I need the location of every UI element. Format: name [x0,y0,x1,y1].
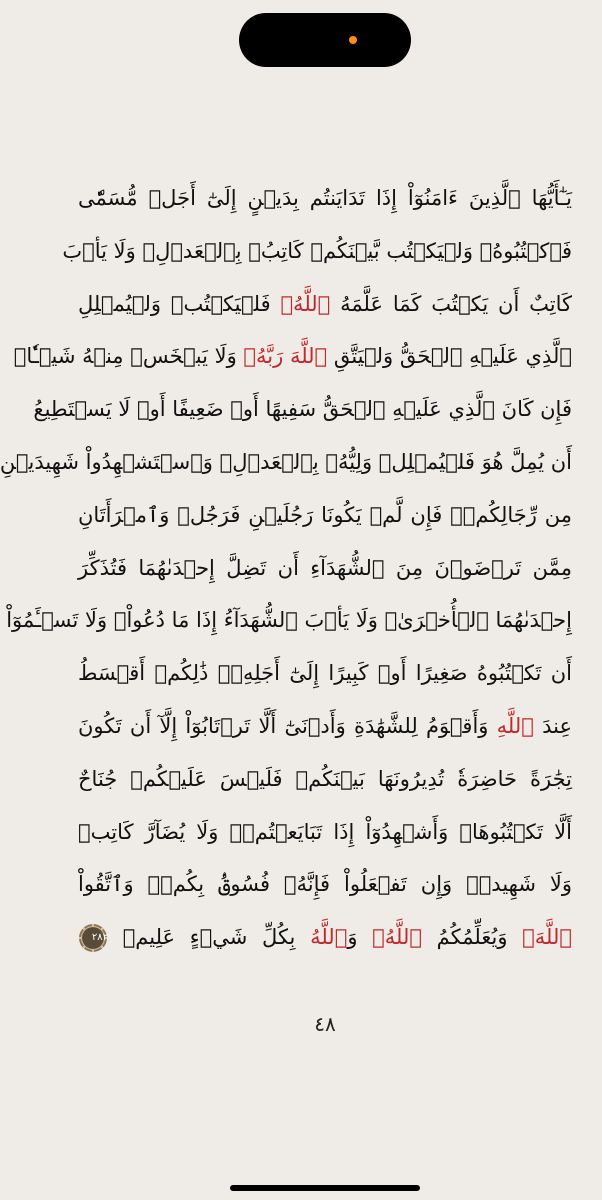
verse-line[interactable] [6,594,572,647]
verse-text: وَ [347,925,373,950]
dynamic-island [239,13,411,67]
ayah-end-marker-icon[interactable] [78,923,108,953]
verse-text: أَلَّا تَكۡتُبُوهَاۗ وَأَشۡهِدُوٓاْ إِذَا تَبَايَعۡتُمۡۚ وَلَا يُضَآرَّ كَاتِبٞ [78,819,572,844]
verse-text: مِمَّن تَرۡضَوۡنَ مِنَ ٱلشُّهَدَآءِ أَن تَضِلَّ إِحۡدَىٰهُمَا فَتُذَكِّرَ [78,555,572,580]
verse-text: مِن رِّجَالِكُمۡۖ فَإِن لَّمۡ يَكُونَا رَجُلَيۡنِ فَرَجُلٞ وَٱمۡرَأَتَانِ [78,502,572,527]
divine-name: ٱللَّهُ [310,925,348,950]
mushaf-page[interactable] [0,172,572,972]
verse-text: تِجَٰرَةً حَاضِرَةٗ تُدِيرُونَهَا بَيۡنَكُمۡ فَلَيۡسَ عَلَيۡكُمۡ جُنَاحٌ [78,766,572,791]
verse-text: أَن تَكۡتُبُوهُ صَغِيرًا أَوۡ كَبِيرًا إِلَىٰٓ أَجَلِهِۦۚ ذَٰلِكُمۡ أَقۡسَطُ [78,661,572,686]
verse-line[interactable] [78,542,572,595]
verse-line[interactable] [13,330,572,383]
verse-line[interactable] [78,278,572,331]
divine-name: ٱللَّهَۖ [522,925,572,950]
divine-name: ٱللَّهُۗ [372,925,422,950]
divine-name: ٱللَّهُۚ [280,291,331,316]
verse-text: إِحۡدَىٰهُمَا ٱلۡأُخۡرَىٰۚ وَلَا يَأۡبَ ٱلشُّهَدَآءُ إِذَا مَا دُعُواْۚ وَلَا تَسۡـَٔمُوٓاْ [6,608,572,633]
verse-text: كَاتِبٌ أَن يَكۡتُبَ كَمَا عَلَّمَهُ [330,291,572,316]
verse-text: أَن يُمِلَّ هُوَ فَلۡيُمۡلِلۡ وَلِيُّهُۥ بِٱلۡعَدۡلِۚ وَٱسۡتَشۡهِدُواْ شَهِيدَيۡنِ [0,449,572,474]
verse-line[interactable] [78,806,572,859]
verse-line[interactable] [33,383,572,436]
verse-line[interactable] [62,225,572,278]
verse-text: بِكُلِّ شَيۡءٍ عَلِيمٞ [108,925,311,950]
verse-text: ٱلَّذِي عَلَيۡهِ ٱلۡحَقُّ وَلۡيَتَّقِ [327,344,572,369]
verse-text: وَلَا شَهِيدٞۚ وَإِن تَفۡعَلُواْ فَإِنَّهُۥ فُسُوقُۢ بِكُمۡۗ وَٱتَّقُواْ [78,872,572,897]
home-indicator[interactable] [230,1185,420,1191]
verse-line[interactable] [78,489,572,542]
verse-line[interactable] [78,911,572,964]
verse-text: عِندَ [533,713,572,738]
verse-text: فَإِن كَانَ ٱلَّذِي عَلَيۡهِ ٱلۡحَقُّ سَفِيهًا أَوۡ ضَعِيفًا أَوۡ لَا يَسۡتَطِيعُ [33,397,572,422]
divine-name: ٱللَّهَ رَبَّهُۥ [243,344,328,369]
verse-line[interactable] [78,700,572,753]
verse-line[interactable] [78,647,572,700]
camera-indicator-icon [349,36,357,44]
verse-text: وَلَا يَبۡخَسۡ مِنۡهُ شَيۡـٔٗاۚ [13,344,244,369]
verse-line[interactable] [0,436,572,489]
verse-text: وَيُعَلِّمُكُمُ [421,925,523,950]
ayah-number: ٢٨٢ [91,932,108,944]
verse-text: يَـٰٓأَيُّهَا ٱلَّذِينَ ءَامَنُوٓاْ إِذَا تَدَايَنتُم بِدَيۡنٍ إِلَىٰٓ أَجَلٖ مُّسَمّٗى [78,186,572,210]
verse-text: فَٱكۡتُبُوهُۚ وَلۡيَكۡتُب بَّيۡنَكُمۡ كَاتِبُۢ بِٱلۡعَدۡلِۚ وَلَا يَأۡبَ [62,238,572,263]
verse-text: وَأَقۡوَمُ لِلشَّهَٰدَةِ وَأَدۡنَىٰٓ أَلَّا تَرۡتَابُوٓاْ إِلَّآ أَن تَكُونَ [78,713,497,738]
divine-name: ٱللَّهِ [496,713,534,738]
verse-line[interactable] [78,858,572,911]
page-number: ٤٨ [314,1012,336,1036]
verse-line[interactable] [78,753,572,806]
verse-text: فَلۡيَكۡتُبۡ وَلۡيُمۡلِلِ [78,291,281,316]
verse-line[interactable] [78,172,572,225]
